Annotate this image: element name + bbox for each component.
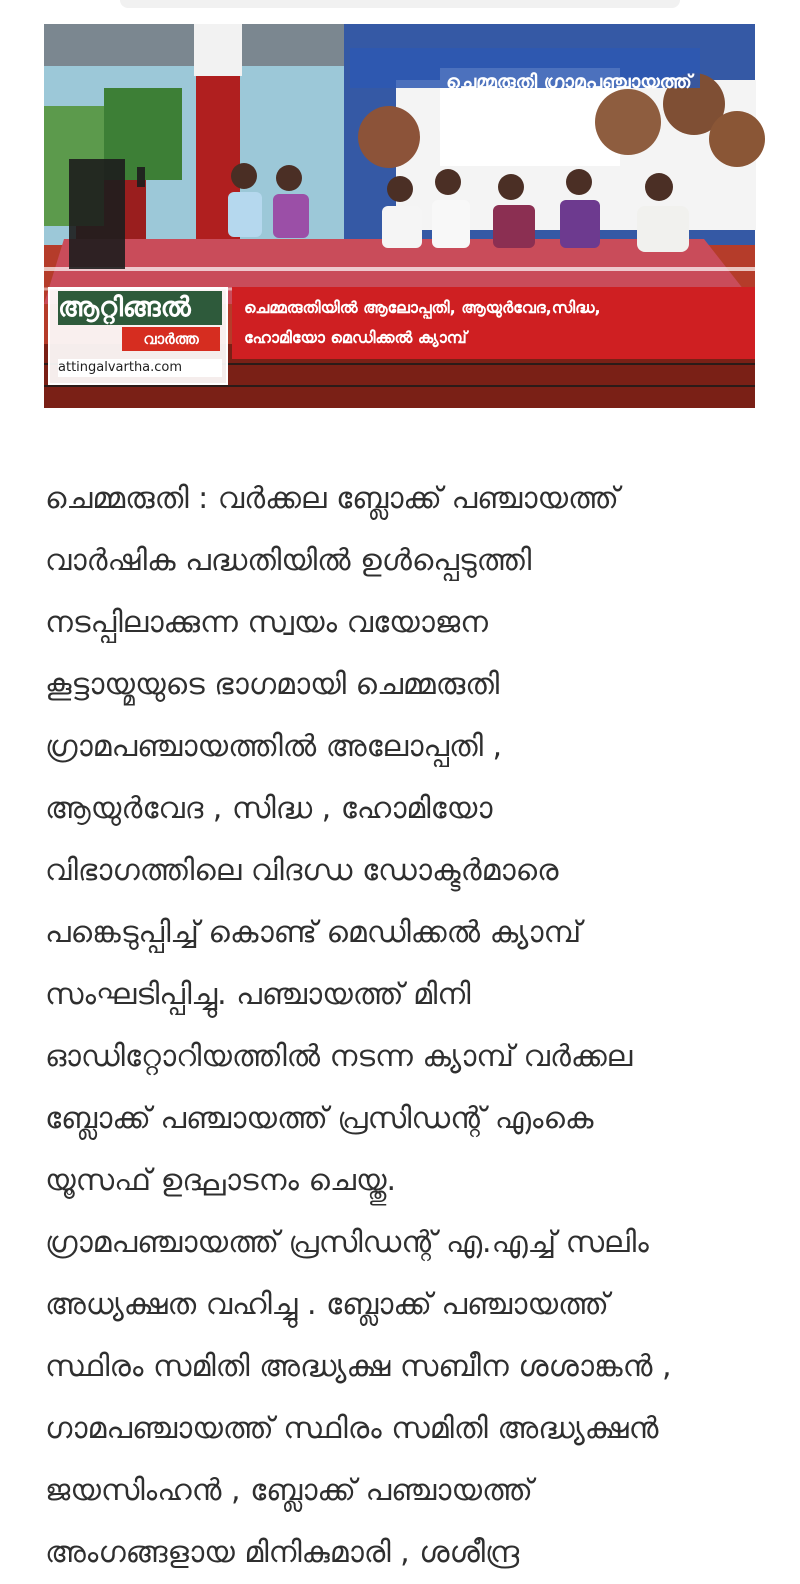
site-logo: [48, 287, 228, 385]
image-caption-box: [232, 287, 755, 359]
news-hero-image[interactable]: [44, 24, 755, 408]
image-caption-text: ചെമ്മരുതിയിൽ ആലോപ്പതി, ആയുർവേദ,സിദ്ധ, ഹോമിയോ മെഡിക്കൽ ക്യാമ്പ്: [244, 298, 601, 347]
logo-url: attingalvartha.com: [58, 359, 222, 377]
logo-name-line1: ആറ്റിങ്ങൽ: [58, 291, 222, 325]
browser-top-edge: [120, 0, 680, 8]
logo-name-line2: വാർത്ത: [122, 327, 220, 351]
banner-heading: ചെമ്മരുതി ഗ്രാമപഞ്ചായത്ത്: [446, 71, 692, 93]
article-body: ചെമ്മരുതി : വർക്കല ബ്ലോക്ക് പഞ്ചായത്ത് വാർഷിക പദ്ധതിയിൽ ഉൾപ്പെടുത്തി നടപ്പിലാക്കുന്ന സ്വയം വയോജന കൂട്ടായ്മയുടെ ഭാഗമായി ചെമ്മരുതി ഗ്രാമപഞ്ചായത്തിൽ അലോപ്പതി , ആയുർവേദ , സിദ്ധ , ഹോമിയോ വിഭാഗത്തിലെ വിദഗ്ധ ഡോക്ടർമാരെ പങ്കെടുപ്പിച്ച് കൊണ്ട് മെഡിക്കൽ ക്യാമ്പ് സംഘടിപ്പിച്ചു. പഞ്ചായത്ത് മിനി ഓഡിറ്റോറിയത്തിൽ നടന്ന ക്യാമ്പ് വർക്കല ബ്ലോക്ക് പഞ്ചായത്ത് പ്രസിഡന്റ് എംകെ യൂസഫ് ഉദ്ഘാടനം ചെയ്തു. ഗ്രാമപഞ്ചായത്ത് പ്രസിഡന്റ് എ.എച്ച് സലിം അധ്യക്ഷത വഹിച്ചു . ബ്ലോക്ക് പഞ്ചായത്ത് സ്ഥിരം സമിതി അദ്ധ്യക്ഷ സബീന ശശാങ്കൻ , ഗാമപഞ്ചായത്ത് സ്ഥിരം സമിതി അദ്ധ്യക്ഷൻ ജയസിംഹൻ , ബ്ലോക്ക് പഞ്ചായത്ത് അംഗങ്ങളായ മിനികുമാരി , ശശീന്ദ്ര: [45, 481, 672, 1570]
